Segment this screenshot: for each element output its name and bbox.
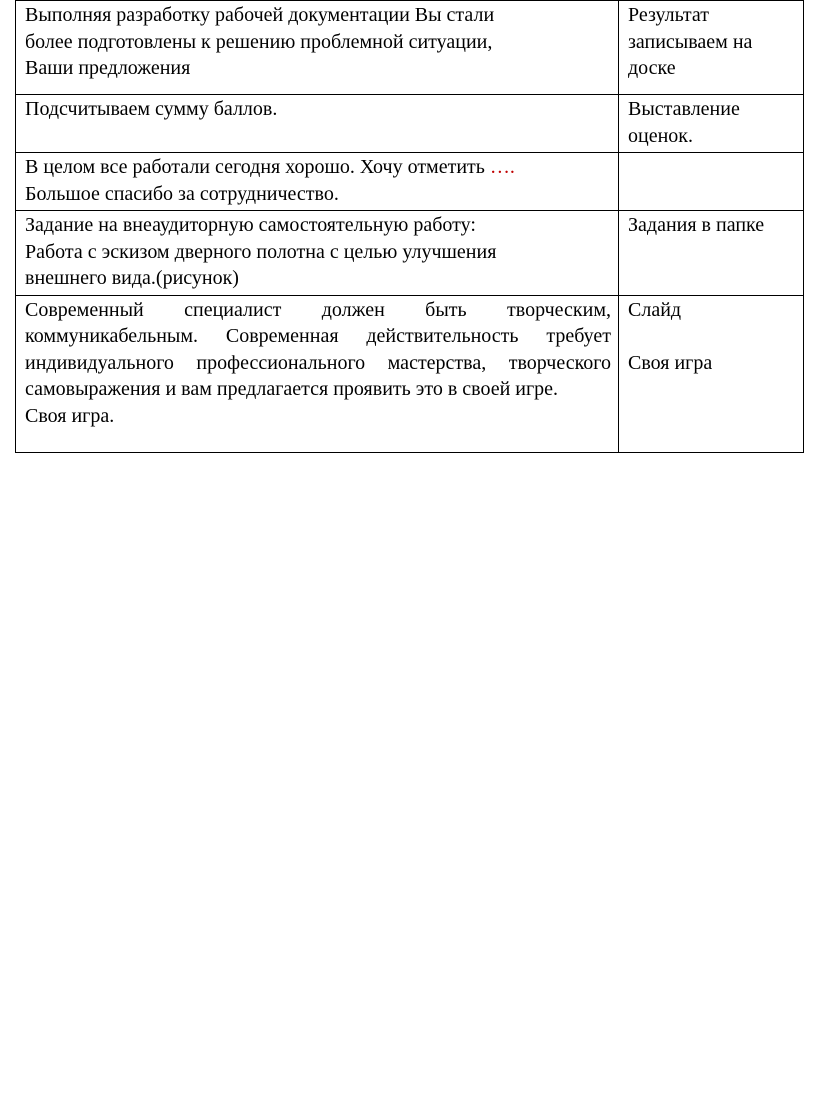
result-cell: [619, 211, 804, 296]
cell-text-line: [25, 154, 611, 181]
cell-text-segment: В целом все работали сегодня хорошо. Хочу отметить: [25, 156, 490, 178]
cell-text-line: Задание на внеаудиторную самостоятельную работу:: [25, 214, 476, 236]
cell-text-line: Выставление: [628, 98, 740, 120]
cell-text-line: Своя игра.: [25, 404, 115, 427]
activity-cell: [16, 295, 619, 452]
cell-text-line: Ваши предложения: [25, 57, 191, 79]
ellipsis-accent: ….: [489, 156, 515, 178]
table-row: [16, 153, 804, 211]
result-cell: [619, 153, 804, 211]
cell-text-line: Большое спасибо за сотрудничество.: [25, 182, 339, 205]
cell-text-line: Результат: [628, 4, 710, 26]
cell-text-line: Слайд: [628, 298, 682, 321]
cell-text-line: более подготовлены к решению проблемной ситуации,: [25, 30, 493, 53]
table-row: [16, 1, 804, 95]
lesson-plan-table: [15, 0, 804, 453]
activity-cell: [16, 95, 619, 153]
activity-cell: [16, 211, 619, 296]
cell-text-line: Выполняя разработку рабочей документации Вы стали: [25, 4, 495, 26]
activity-cell: [16, 1, 619, 95]
cell-text-line: внешнего вида.(рисунок): [25, 267, 239, 289]
cell-text-line: Подсчитываем сумму баллов.: [25, 98, 278, 120]
cell-text-line: Задания в папке: [628, 214, 765, 236]
cell-text-line: Работа с эскизом дверного полотна с целью улучшения: [25, 240, 497, 263]
cell-text-line: Своя игра: [628, 351, 713, 374]
cell-text-line: доске: [628, 57, 676, 79]
result-cell: [619, 295, 804, 452]
table-row: [16, 295, 804, 452]
result-cell: [619, 1, 804, 95]
table-row: [16, 95, 804, 153]
result-cell: [619, 95, 804, 153]
cell-text-line: оценок.: [628, 124, 693, 147]
table-row: [16, 211, 804, 296]
activity-cell: [16, 153, 619, 211]
cell-paragraph: Современный специалист должен быть творческим, коммуникабельным. Современная действительность требует индивидуального профессионального мастерства, творческого самовыражения и вам предлагается проявить это в своей игре.: [25, 298, 611, 400]
cell-spacer: [628, 323, 796, 350]
cell-text-line: записываем на: [628, 30, 753, 53]
